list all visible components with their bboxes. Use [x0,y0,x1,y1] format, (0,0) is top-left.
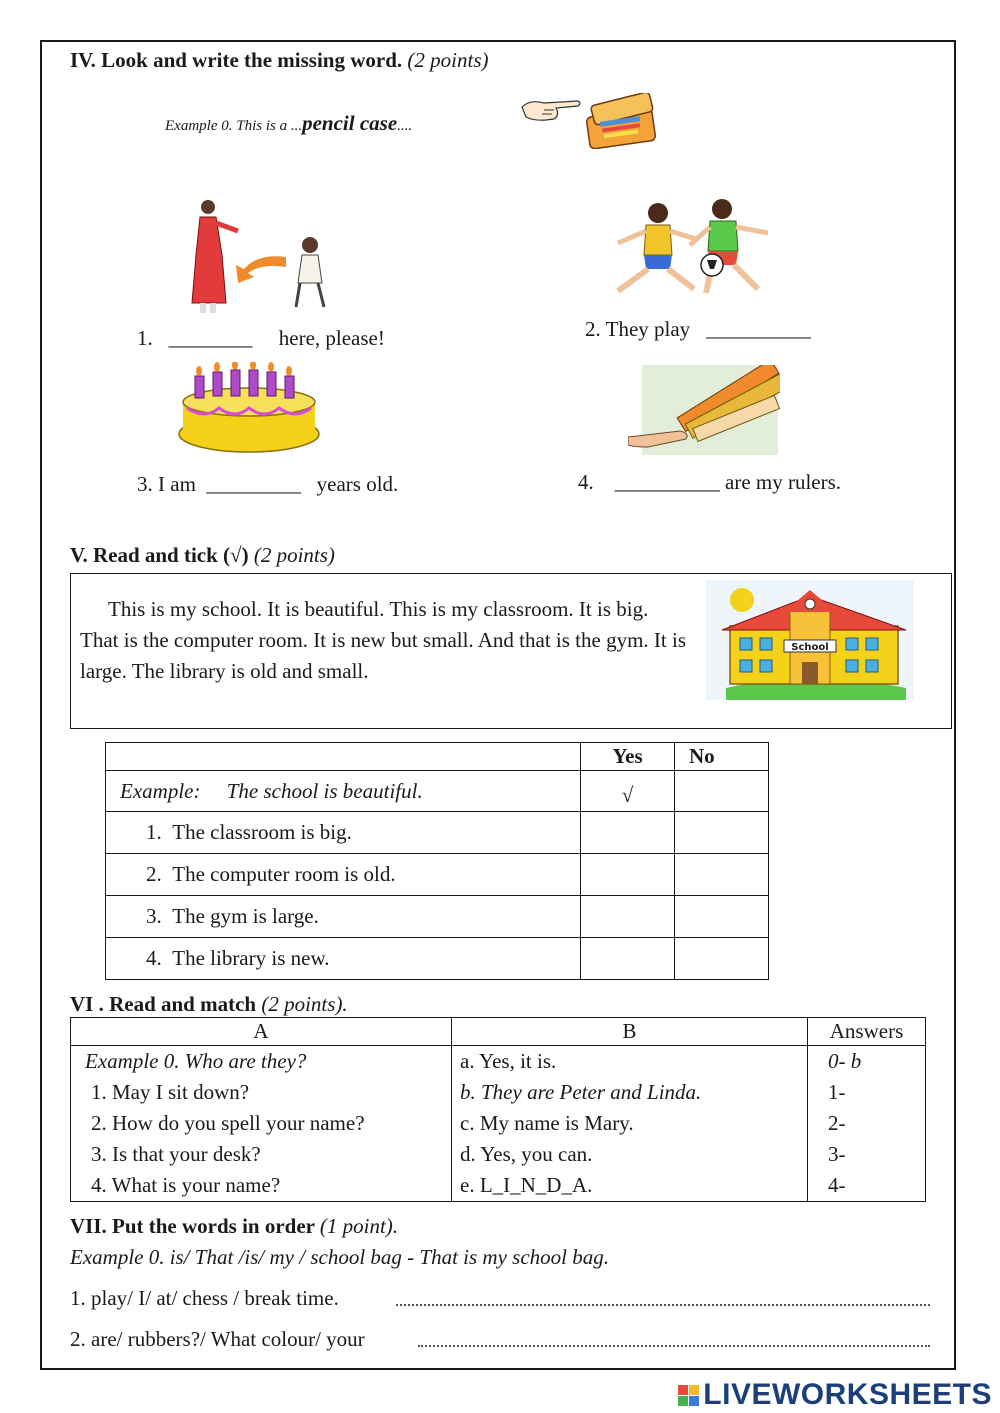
logo-icon [678,1385,699,1406]
answer-field[interactable]: 4- [808,1170,926,1202]
pencil-case-image [520,93,660,149]
answer-field[interactable]: 2- [808,1108,926,1139]
example-statement: Example: The school is beautiful. [106,771,581,812]
section-7-example: Example 0. is/ That /is/ my / school bag - That is my school bag. [70,1245,609,1269]
answer-field[interactable]: 1- [808,1077,926,1108]
no-cell[interactable] [675,938,769,980]
no-cell[interactable] [675,854,769,896]
example-0: Example 0. This is a ...pencil case.... [165,111,413,135]
table-row: 1. The classroom is big. [106,812,769,854]
no-column-header: No [675,743,769,771]
answer-line-2[interactable] [418,1345,930,1347]
item-1: 1. ________ here, please! [137,326,385,350]
table-row: 2. The computer room is old. [106,854,769,896]
reading-passage: This is my school. It is beautiful. This is my classroom. It is big. That is the computer room. It is new but small. And that is the gym. It is large. The library is old and small. [80,597,687,683]
school-image [706,580,914,700]
table-row: 4. What is your name? e. L_I_N_D_A. 4- [71,1170,926,1202]
yes-column-header: Yes [581,743,675,771]
school-sign: School [791,642,829,653]
example-yes-cell: √ [581,771,675,812]
order-item-1: 1. play/ I/ at/ chess / break time. [70,1286,339,1310]
yes-cell[interactable] [581,854,675,896]
match-table [70,1017,926,1202]
table-row: 2. How do you spell your name? c. My name is Mary. 2- [71,1108,926,1139]
column-a-header: A [71,1018,452,1046]
yes-cell[interactable] [581,812,675,854]
item-4: 4. __________ are my rulers. [578,470,842,494]
order-item-2: 2. are/ rubbers?/ What colour/ your [70,1327,365,1351]
no-cell[interactable] [675,812,769,854]
section-4-heading: IV. Look and write the missing word. (2 points) [70,48,489,72]
item-3: 3. I am _________ years old. [137,472,399,496]
column-b-header: B [452,1018,808,1046]
teacher-child-image [178,195,338,317]
liveworksheets-logo: LIVEWORKSHEETS [678,1378,992,1412]
rulers-image [628,365,780,457]
no-cell[interactable] [675,896,769,938]
table-row: 3. Is that your desk? d. Yes, you can. 3- [71,1139,926,1170]
item-2: 2. They play __________ [585,317,811,341]
example-no-cell [675,771,769,812]
section-6-heading: VI . Read and match (2 points). [70,992,348,1016]
answer-line-1[interactable] [396,1304,930,1306]
section-5-heading: V. Read and tick (√) (2 points) [70,543,335,567]
football-players-image [598,193,788,305]
tick-table [105,742,769,980]
table-row [106,771,769,812]
yes-cell[interactable] [581,896,675,938]
birthday-cake-image [175,362,323,456]
table-row: 3. The gym is large. [106,896,769,938]
answers-column-header: Answers [808,1018,926,1046]
table-row: 4. The library is new. [106,938,769,980]
table-row: 1. May I sit down? b. They are Peter and Linda. 1- [71,1077,926,1108]
section-7-heading: VII. Put the words in order (1 point). [70,1214,399,1238]
yes-cell[interactable] [581,938,675,980]
table-row: Example 0. Who are they? a. Yes, it is. 0- b [71,1046,926,1078]
answer-field[interactable]: 3- [808,1139,926,1170]
